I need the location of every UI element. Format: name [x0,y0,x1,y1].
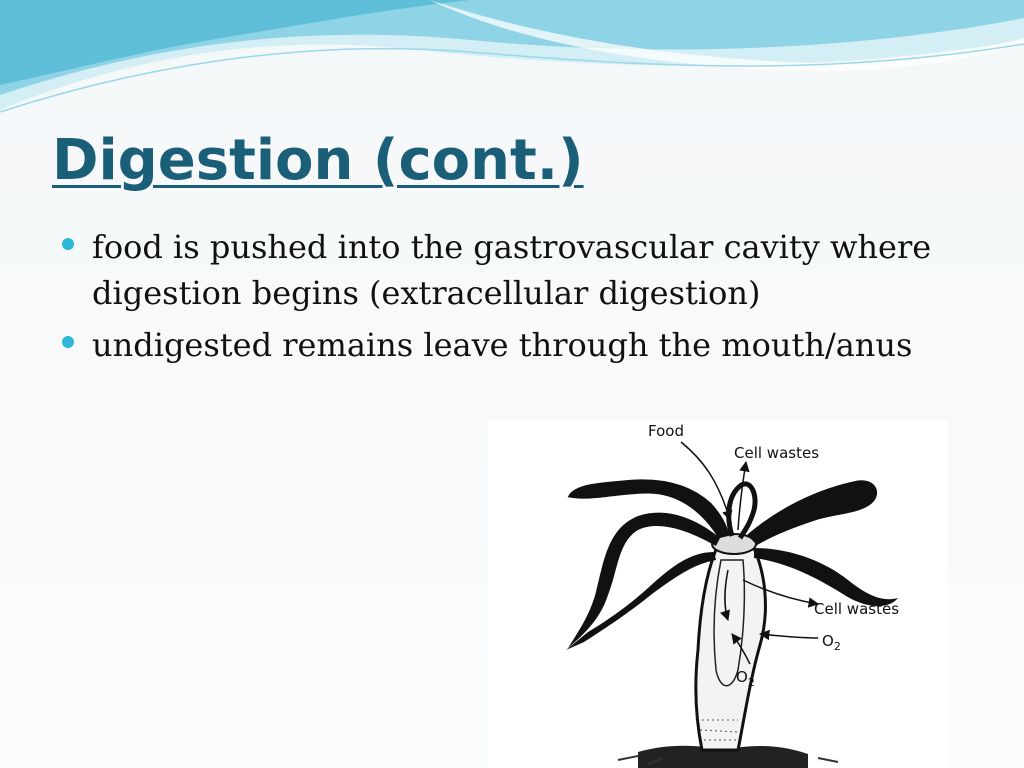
bullet-text: food is pushed into the gastrovascular cavity where digestion begins (extracellular digestion) [92,228,932,312]
label-o2-inner: $O_2$ [736,668,755,689]
hydra-drawing [488,420,948,768]
header-wave-decoration [0,0,1024,120]
bullet-dot-icon [62,336,74,348]
label-cell-wastes-side: Cell wastes [814,600,900,618]
label-o2-outer: $O_2$ [822,632,841,653]
slide-title: Digestion (cont.) [52,128,584,193]
label-cell-wastes-top: Cell wastes [734,444,820,462]
bullet-item [60,224,960,316]
label-food: Food [648,422,684,440]
tentacle-right-upper [748,482,876,544]
tentacle-far-left [566,552,716,650]
arrow-wastes-out [738,462,746,530]
hydra-body [696,540,766,750]
bullet-list [60,224,960,374]
tentacle-left-lower [568,513,720,648]
arrow-o2-in [760,634,818,638]
bullet-text: undigested remains leave through the mouth/anus [92,326,913,364]
hydra-diagram [488,420,948,768]
bullet-item [60,322,960,368]
tentacle-right-lower [754,548,898,606]
bullet-dot-icon [62,238,74,250]
